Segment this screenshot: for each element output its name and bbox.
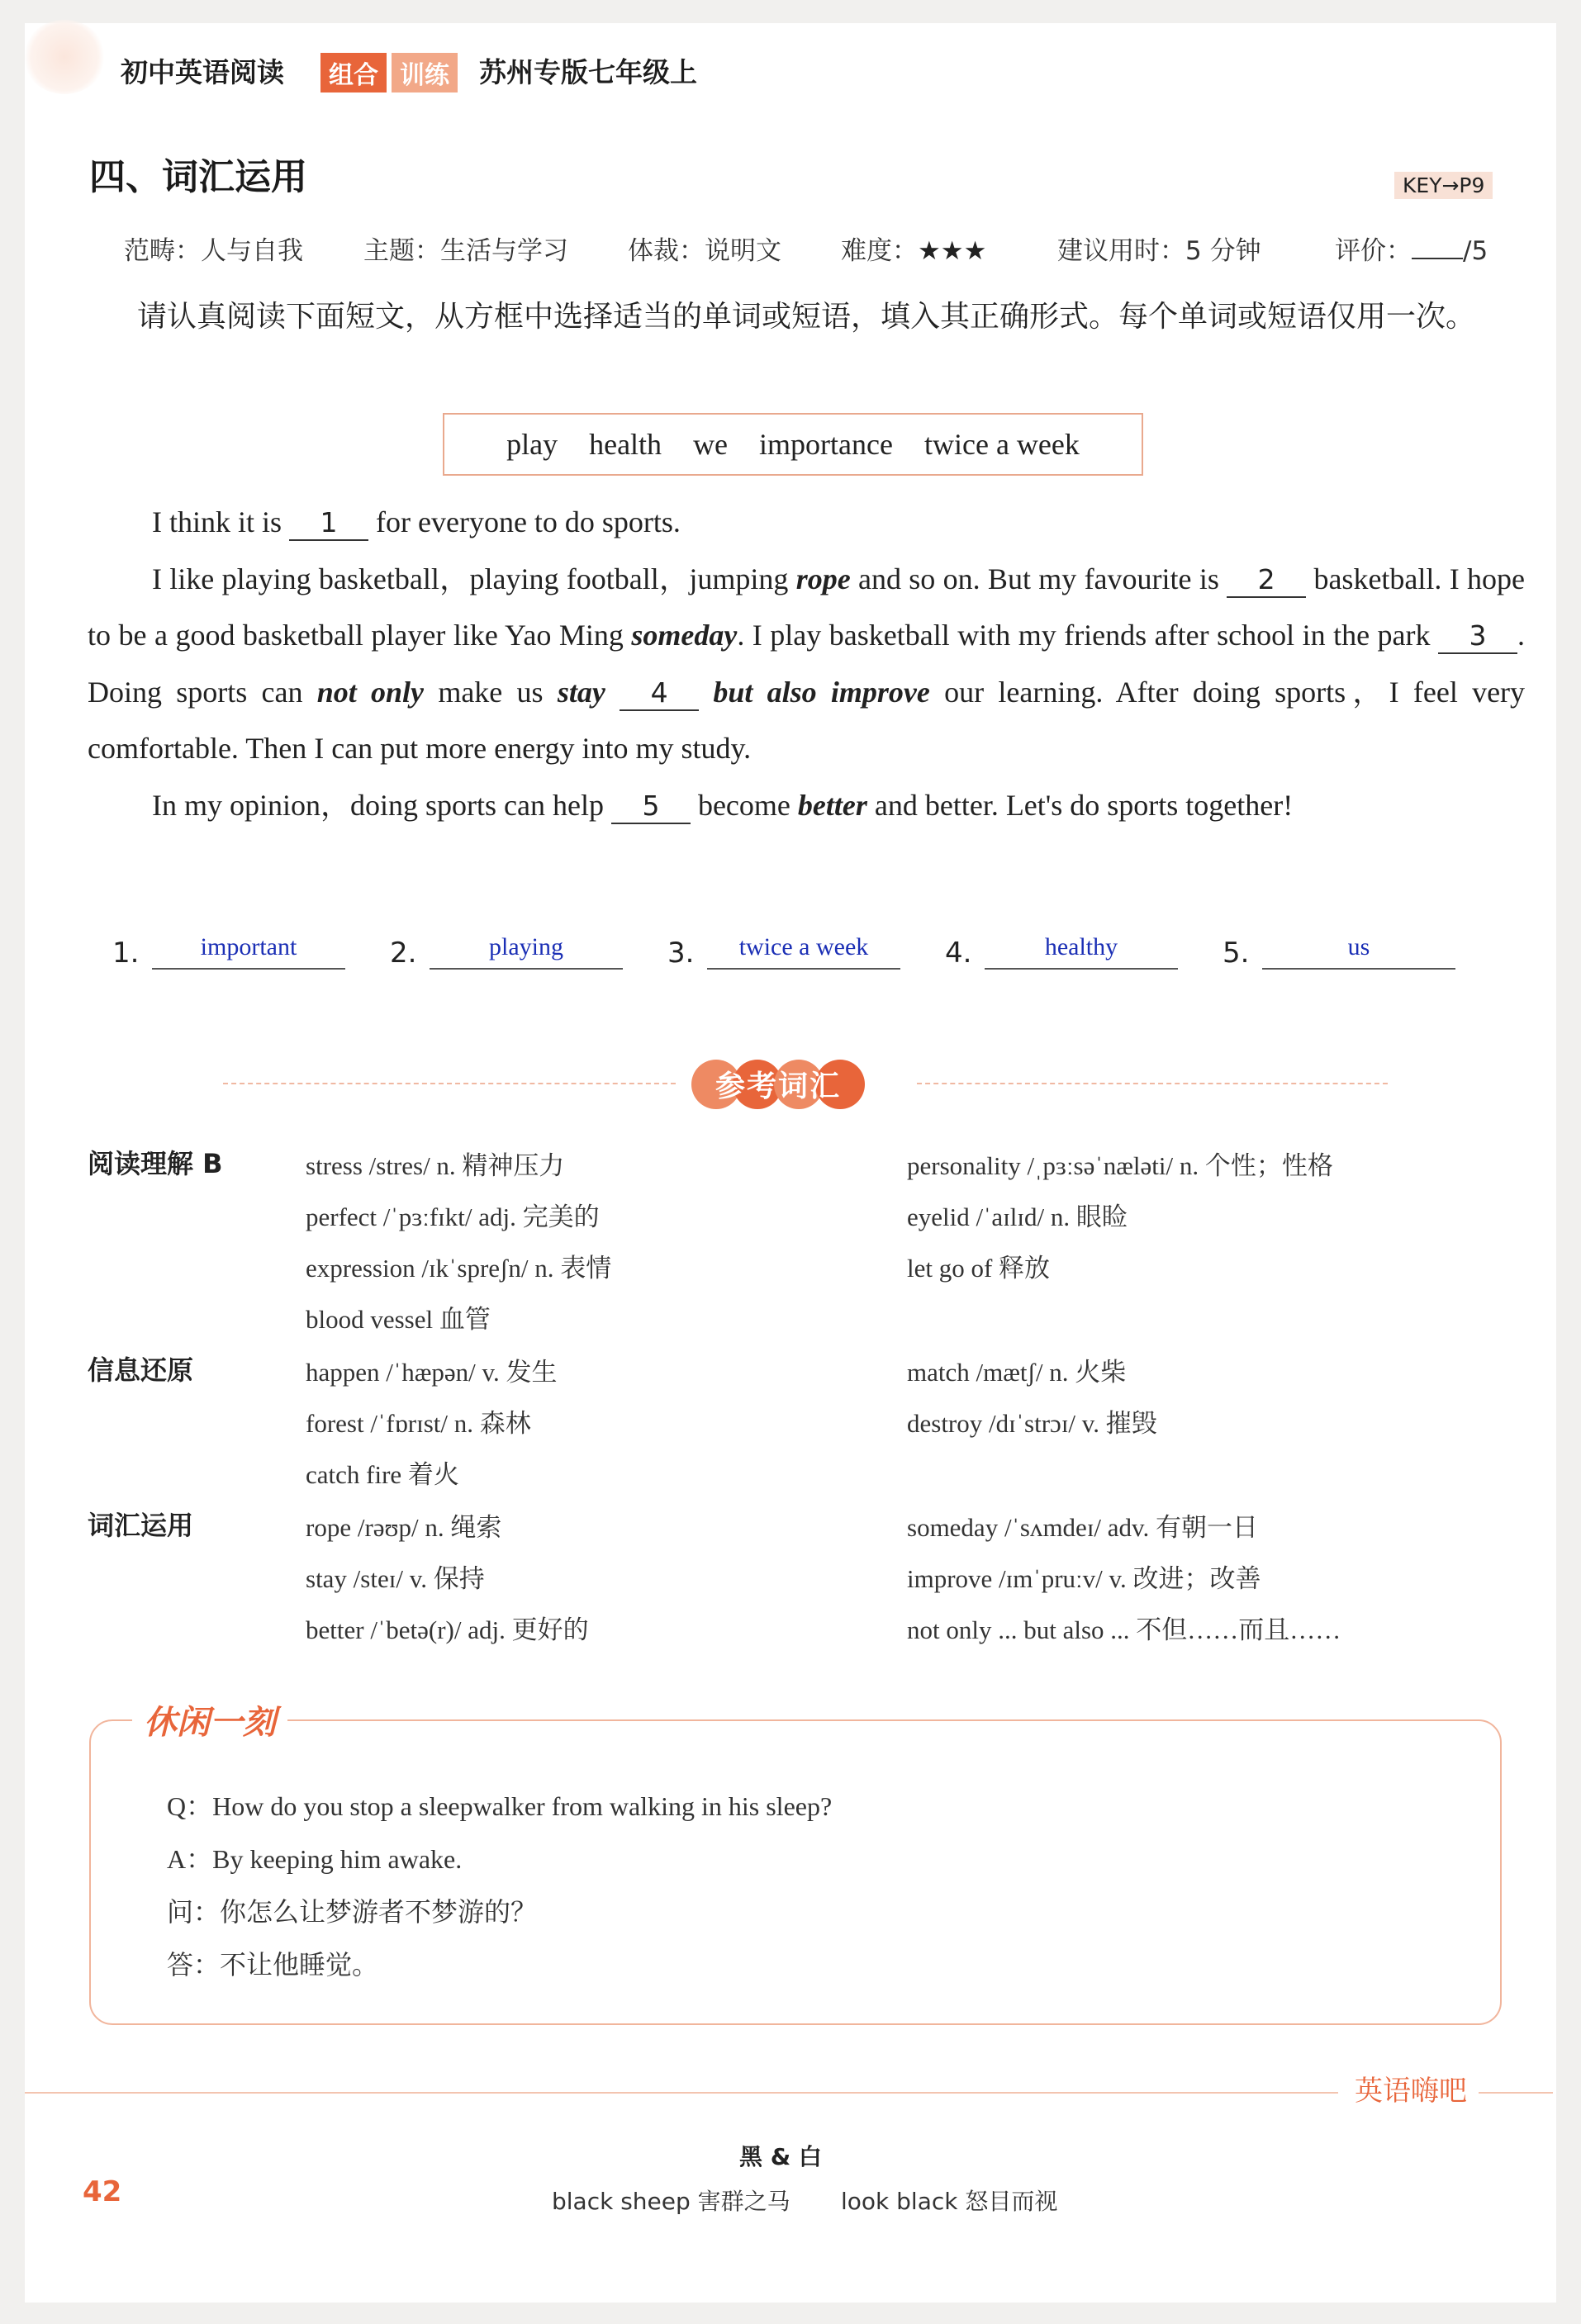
score-label: 评价： [1335,236,1412,266]
vocab-item: rope /rəʊp/ n. 绳索 [306,1513,502,1542]
instruction: 请认真阅读下面短文，从方框中选择适当的单词或短语，填入其正确形式。每个单词或短语仅用一次。 [137,300,1476,334]
meta-score [1335,230,1488,267]
word-box-item: importance [759,428,893,461]
passage [88,494,1525,833]
answer-4: 4. healthy [945,933,1178,970]
footer-line [25,2092,1338,2094]
category-info: 信息还原 [88,1354,194,1386]
difficulty-stars-icon: ★★★ [918,236,987,266]
answer-2-value[interactable]: playing [430,933,623,970]
vocab-item: destroy /dɪˈstrɔɪ/ v. 摧毁 [907,1409,1157,1438]
vocab-item: catch fire 着火 [306,1460,459,1489]
meta-scope: 范畴：人与自我 [124,236,303,266]
answer-3-value[interactable]: twice a week [707,933,900,970]
blank-4[interactable]: 4 [620,676,699,711]
meta-difficulty [841,230,986,267]
category-reading-b: 阅读理解 B [88,1148,223,1179]
category-vocab: 词汇运用 [88,1510,194,1541]
word-box [443,413,1143,476]
joke-question-cn: 问：你怎么让梦游者不梦游的？ [167,1897,538,1927]
passage-paragraph-2: I like playing basketball，playing football，jumping rope and so on. But my favourite is 2 basketball. I hope to be a good basketball player like Yao Ming someday. I play basketball with my friends after school in the park 3 . Doing sports can not only make us stay 4 but also improve our learning. After doing sports，I feel very comfortable. Then I can put more energy into my study. [88,562,1526,765]
brand-logo-icon [23,20,106,94]
vocab-item: personality /ˌpɜːsəˈnæləti/ n. 个性；性格 [907,1151,1333,1180]
section-title: 四、词汇运用 [89,156,307,198]
blank-1[interactable]: 1 [289,506,368,541]
idiom-1: black sheep 害群之马 [552,2188,790,2215]
vocab-item: improve /ɪmˈpruːv/ v. 改进；改善 [907,1564,1261,1593]
vocab-item: let go of 释放 [907,1254,1051,1283]
vocab-item: better /ˈbetə(r)/ adj. 更好的 [306,1615,589,1644]
vocab-item: blood vessel 血管 [306,1305,491,1334]
black-white-title: 黑 & 白 [739,2143,822,2170]
answer-1-value[interactable]: important [152,933,345,970]
word-box-item: health [589,428,662,461]
tag-combo: 组合 [320,53,387,92]
passage-paragraph-3: In my opinion，doing sports can help 5 become better and better. Let's do sports together! [88,777,1525,834]
blank-3[interactable]: 3 [1438,619,1517,654]
answer-5-value[interactable]: us [1262,933,1455,970]
meta-topic: 主题：生活与学习 [363,236,568,266]
answer-2: 2. playing [390,933,623,970]
joke-answer-cn: 答：不让他睡觉。 [167,1950,379,1980]
joke-question: Q：How do you stop a sleepwalker from walking in his sleep? [167,1791,833,1821]
word-box-item: we [693,428,729,461]
vocab-item: not only ... but also ... 不但……而且…… [907,1615,1341,1644]
vocab-item: match /mætʃ/ n. 火柴 [907,1358,1127,1387]
vocab-item: expression /ɪkˈspreʃn/ n. 表情 [306,1254,612,1283]
vocab-item: someday /ˈsʌmdeɪ/ adv. 有朝一日 [907,1513,1259,1542]
passage-paragraph-1: I think it is 1 for everyone to do sports. [88,494,1525,551]
meta-genre: 体裁：说明文 [628,236,781,266]
answer-key-ref: KEY→P9 [1394,172,1493,199]
difficulty-label: 难度： [841,236,918,266]
vocab-item: perfect /ˈpɜːfɪkt/ adj. 完美的 [306,1202,600,1231]
score-blank[interactable] [1412,258,1463,259]
vocab-item: forest /ˈfɒrɪst/ n. 森林 [306,1409,531,1438]
joke-answer: A：By keeping him awake. [167,1844,463,1874]
tag-training: 训练 [392,53,458,92]
answer-5: 5. us [1223,933,1455,970]
vocab-item: stay /steɪ/ v. 保持 [306,1564,485,1593]
page-number: 42 [83,2175,122,2208]
footer-brand: 英语嗨吧 [1355,2075,1467,2108]
answer-1: 1. important [112,933,345,970]
vocab-item: stress /stres/ n. 精神压力 [306,1151,565,1180]
meta-time: 建议用时：5 分钟 [1057,236,1261,266]
joke-title: 休闲一刻 [132,1696,287,1743]
answer-3: 3. twice a week [667,933,900,970]
footer-line-right [1479,2092,1553,2094]
blank-2[interactable]: 2 [1227,563,1306,598]
word-box-item: twice a week [923,428,1080,461]
book-title: 初中英语阅读 [121,56,284,88]
idiom-2: look black 怒目而视 [841,2188,1058,2215]
edition-label: 苏州专版七年级上 [479,56,697,88]
score-total: /5 [1463,236,1488,266]
answer-4-value[interactable]: healthy [985,933,1178,970]
vocab-item: eyelid /ˈaɪlɪd/ n. 眼睑 [907,1202,1128,1231]
divider-right [917,1083,1388,1084]
word-box-item: play [506,428,558,461]
vocab-item: happen /ˈhæpən/ v. 发生 [306,1358,558,1387]
reference-title: 参考词汇 [715,1070,841,1103]
blank-5[interactable]: 5 [611,790,691,824]
divider-left [223,1083,676,1084]
